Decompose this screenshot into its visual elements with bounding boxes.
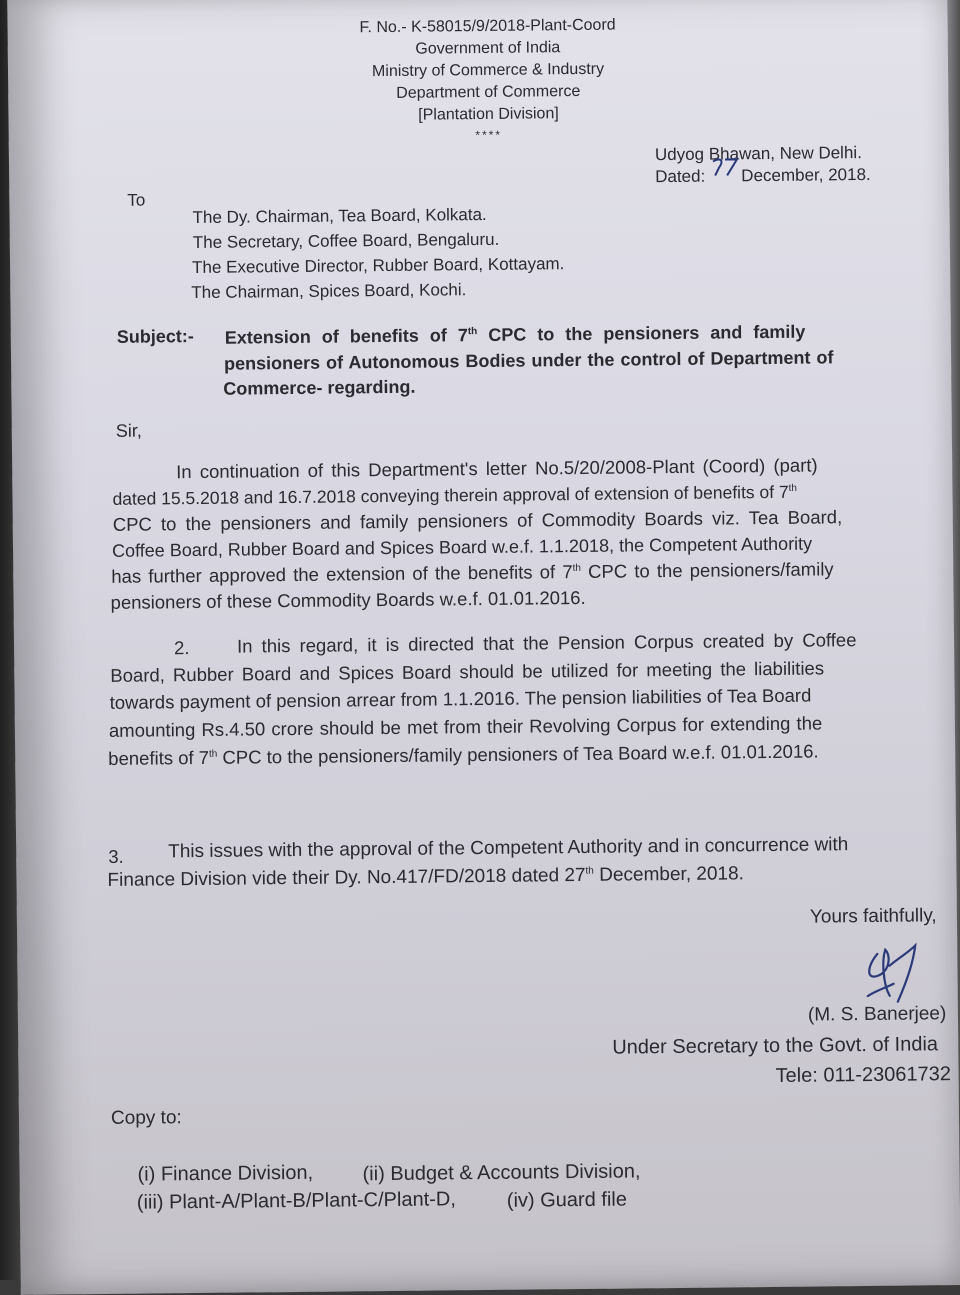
copy-recipient: (ii) Budget & Accounts Division, <box>362 1160 640 1185</box>
ministry-name: Ministry of Commerce & Industry <box>8 55 960 87</box>
paragraph-3-number: 3. <box>108 846 124 868</box>
superscript: th <box>209 749 217 760</box>
dated-line <box>655 164 871 188</box>
division-name: [Plantation Division] <box>8 99 960 131</box>
subject-text: CPC to the pensioners and family <box>477 322 805 345</box>
paragraph-1-line: pensioners of these Commodity Boards w.e.f. 01.01.2016. <box>110 587 585 614</box>
copy-recipient: (i) Finance Division, <box>137 1162 313 1186</box>
salutation: Sir, <box>116 420 142 442</box>
paragraph-1-line: Coffee Board, Rubber Board and Spices Board w.e.f. 1.1.2018, the Competent Authority <box>112 533 812 562</box>
to-label: To <box>127 190 145 212</box>
paragraph-1-line: In continuation of this Department's letter No.5/20/2008-Plant (Coord) (part) <box>176 454 818 483</box>
superscript: th <box>789 483 797 494</box>
para-text: Finance Division vide their Dy. No.417/FD/2018 dated 27 <box>107 865 585 891</box>
government-name: Government of India <box>8 33 960 65</box>
signatory-telephone: Tele: 011-23061732 <box>775 1063 951 1087</box>
paragraph-1-line: CPC to the pensioners and family pensioners of Commodity Boards viz. Tea Board, <box>113 506 843 536</box>
paragraph-2-line: amounting Rs.4.50 crore should be met from their Revolving Corpus for extending the <box>109 712 823 741</box>
subject-line <box>225 321 806 349</box>
paragraph-2-line <box>108 741 819 770</box>
subject-line: pensioners of Autonomous Bodies under the control of Department of <box>224 346 834 374</box>
recipient: The Executive Director, Rubber Board, Kottayam. <box>192 253 565 279</box>
signatory-designation: Under Secretary to the Govt. of India <box>612 1033 938 1058</box>
paragraph-2-line: towards payment of pension arrear from 1.1.2016. The pension liabilities of Tea Board <box>110 685 812 714</box>
superscript: th <box>572 563 580 574</box>
copy-to-label: Copy to: <box>111 1107 182 1130</box>
para-text: December, 2018. <box>594 863 744 886</box>
department-name: Department of Commerce <box>8 77 960 109</box>
para-text: dated 15.5.2018 and 16.7.2018 conveying therein approval of extension of benefits of 7 <box>112 482 788 509</box>
subject-label: Subject:- <box>117 325 194 348</box>
paragraph-2-line: In this regard, it is directed that the Pension Corpus created by Coffee <box>237 629 857 657</box>
superscript: th <box>585 866 593 877</box>
paragraph-2-line: Board, Rubber Board and Spices Board should be utilized for meeting the liabilities <box>110 657 824 686</box>
paragraph-3-line <box>107 863 744 892</box>
subject-text: Extension of benefits of 7 <box>225 325 468 348</box>
signatory-name: (M. S. Banerjee) <box>808 1003 947 1026</box>
copy-recipient: (iv) Guard file <box>507 1189 627 1212</box>
dated-label: Dated: <box>655 167 705 187</box>
file-number: F. No.- K-58015/9/2018-Plant-Coord <box>7 11 960 43</box>
para-text: has further approved the extension of the benefits of 7 <box>111 561 572 587</box>
paragraph-1-line <box>112 481 797 510</box>
para-text: CPC to the pensioners/family pensioners of Tea Board w.e.f. 01.01.2016. <box>217 741 818 768</box>
para-text: benefits of 7 <box>108 747 209 769</box>
paragraph-1-line <box>111 558 834 588</box>
dated-value: December, 2018. <box>741 165 871 185</box>
recipient: The Chairman, Spices Board, Kochi. <box>191 279 466 304</box>
handwritten-day-mark <box>709 155 749 177</box>
recipient: The Dy. Chairman, Tea Board, Kolkata. <box>192 204 486 229</box>
letter-page <box>7 0 960 1295</box>
copy-recipient: (iii) Plant-A/Plant-B/Plant-C/Plant-D, <box>137 1188 456 1213</box>
subject-line: Commerce- regarding. <box>223 376 415 400</box>
superscript: th <box>468 326 478 337</box>
closing-phrase: Yours faithfully, <box>810 905 937 928</box>
recipient: The Secretary, Coffee Board, Bengaluru. <box>193 229 500 254</box>
header-separator: **** <box>9 119 960 151</box>
paragraph-3-line: This issues with the approval of the Competent Authority and in concurrence with <box>168 834 848 863</box>
para-text: CPC to the pensioners/family <box>581 558 834 582</box>
place: Udyog Bhawan, New Delhi. <box>655 142 862 166</box>
paragraph-2-number: 2. <box>174 637 190 659</box>
